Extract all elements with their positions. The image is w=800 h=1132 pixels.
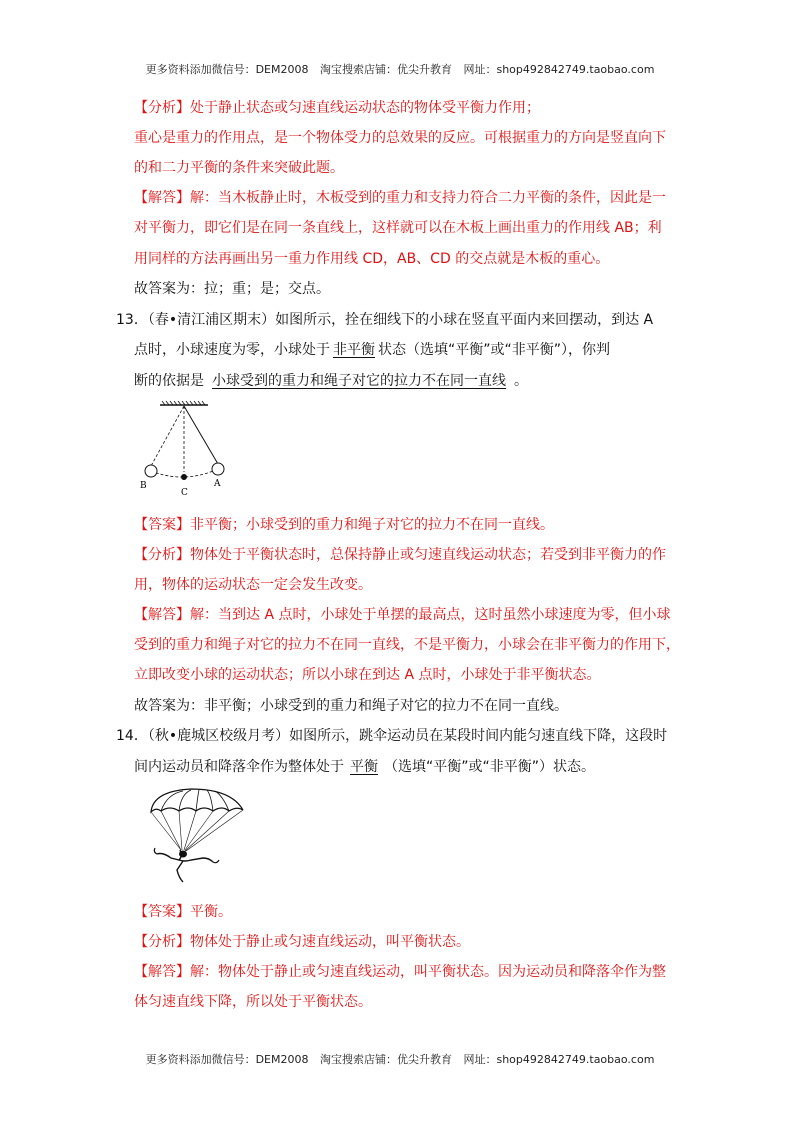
q13-stem-line-2: 点时，小球速度为零，小球处于 非平衡 状态（选填“平衡”或“非平衡”），你判 xyxy=(134,342,611,358)
answer-tag: 【答案】 xyxy=(134,517,190,533)
q12-solution-line-1: 【解答】解：当木板静止时，木板受到的重力和支持力符合二力平衡的条件，因此是一 xyxy=(134,190,666,206)
ball-a xyxy=(212,463,224,475)
q14-stem-line-2: 间内运动员和降落伞作为整体处于 平衡 （选填“平衡”或“非平衡”）状态。 xyxy=(134,759,596,775)
q12-final-answer: 故答案为：拉；重；是；交点。 xyxy=(134,281,330,297)
footer-wechat: 更多资料添加微信号：DEM2008 xyxy=(145,1053,309,1066)
solution-tag: 【解答】 xyxy=(134,190,190,206)
q13-final-answer: 故答案为：非平衡；小球受到的重力和绳子对它的拉力不在同一直线。 xyxy=(134,698,568,714)
label-c: C xyxy=(181,488,188,498)
pendulum-figure xyxy=(135,398,245,498)
q14-analysis: 【分析】物体处于静止或匀速直线运动，叫平衡状态。 xyxy=(134,934,470,950)
q14-stem-line-1: 14．（秋•鹿城区校级月考）如图所示，跳伞运动员在某段时间内能匀速直线下降，这段时 xyxy=(116,728,668,744)
question-number: 13． xyxy=(116,312,148,328)
parachute-figure xyxy=(143,786,258,891)
q13-analysis-line-2: 用，物体的运动状态一定会发生改变。 xyxy=(134,577,372,593)
page-footer xyxy=(0,1051,800,1067)
footer-shop: 淘宝搜索店铺：优尖升教育 xyxy=(319,1053,452,1066)
question-number: 14． xyxy=(116,728,148,744)
q12-solution-line-3: 用同样的方法再画出另一重力作用线 CD，AB、CD 的交点就是木板的重心。 xyxy=(134,251,610,267)
q14-answer: 【答案】平衡。 xyxy=(134,904,232,920)
analysis-tag: 【分析】 xyxy=(134,547,190,563)
ball-c xyxy=(181,474,187,480)
q12-solution-line-2: 对平衡力，即它们是在同一条直线上，这样就可以在木板上画出重力的作用线 AB；利 xyxy=(134,220,662,236)
q12-analysis-line-3: 的和二力平衡的条件来突破此题。 xyxy=(134,160,344,176)
q12-analysis-line-2: 重心是重力的作用点，是一个物体受力的总效果的反应。可根据重力的方向是竖直向下 xyxy=(134,130,666,146)
q14-solution-line-2: 体匀速直线下降，所以处于平衡状态。 xyxy=(134,994,372,1010)
analysis-tag: 【分析】 xyxy=(134,934,190,950)
header-url: 网址：shop492842749.taobao.com xyxy=(463,63,655,76)
q13-stem-line-1: 13．（春•清江浦区期末）如图所示，拴在细线下的小球在竖直平面内来回摆动，到达 A xyxy=(116,312,654,328)
q12-analysis-line-1: 【分析】处于静止状态或匀速直线运动状态的物体受平衡力作用； xyxy=(134,100,540,116)
page-header xyxy=(0,61,800,77)
header-shop: 淘宝搜索店铺：优尖升教育 xyxy=(319,63,452,76)
q13-solution-line-2: 受到的重力和绳子对它的拉力不在同一直线，不是平衡力，小球会在非平衡力的作用下， xyxy=(134,637,680,653)
q14-solution-line-1: 【解答】解：物体处于静止或匀速直线运动，叫平衡状态。因为运动员和降落伞作为整 xyxy=(134,964,666,980)
ball-b xyxy=(145,465,157,477)
q13-analysis-line-1: 【分析】物体处于平衡状态时，总保持静止或匀速直线运动状态；若受到非平衡力的作 xyxy=(134,547,666,563)
solution-tag: 【解答】 xyxy=(134,607,190,623)
q13-solution-line-1: 【解答】解：当到达 A 点时，小球处于单摆的最高点，这时虽然小球速度为零，但小球 xyxy=(134,607,671,623)
q13-stem-line-3: 断的依据是 小球受到的重力和绳子对它的拉力不在同一直线 。 xyxy=(134,373,528,389)
answer-blank: 小球受到的重力和绳子对它的拉力不在同一直线 xyxy=(212,373,506,389)
analysis-tag: 【分析】 xyxy=(134,100,190,116)
footer-url: 网址：shop492842749.taobao.com xyxy=(463,1053,655,1066)
header-wechat: 更多资料添加微信号：DEM2008 xyxy=(145,63,309,76)
q13-answer: 【答案】非平衡；小球受到的重力和绳子对它的拉力不在同一直线。 xyxy=(134,517,554,533)
answer-tag: 【答案】 xyxy=(134,904,190,920)
answer-blank: 非平衡 xyxy=(333,342,375,358)
q13-solution-line-3: 立即改变小球的运动状态；所以小球在到达 A 点时，小球处于非平衡状态。 xyxy=(134,667,601,683)
label-a: A xyxy=(214,479,221,489)
label-b: B xyxy=(140,481,147,491)
solution-tag: 【解答】 xyxy=(134,964,190,980)
answer-blank: 平衡 xyxy=(350,759,378,775)
